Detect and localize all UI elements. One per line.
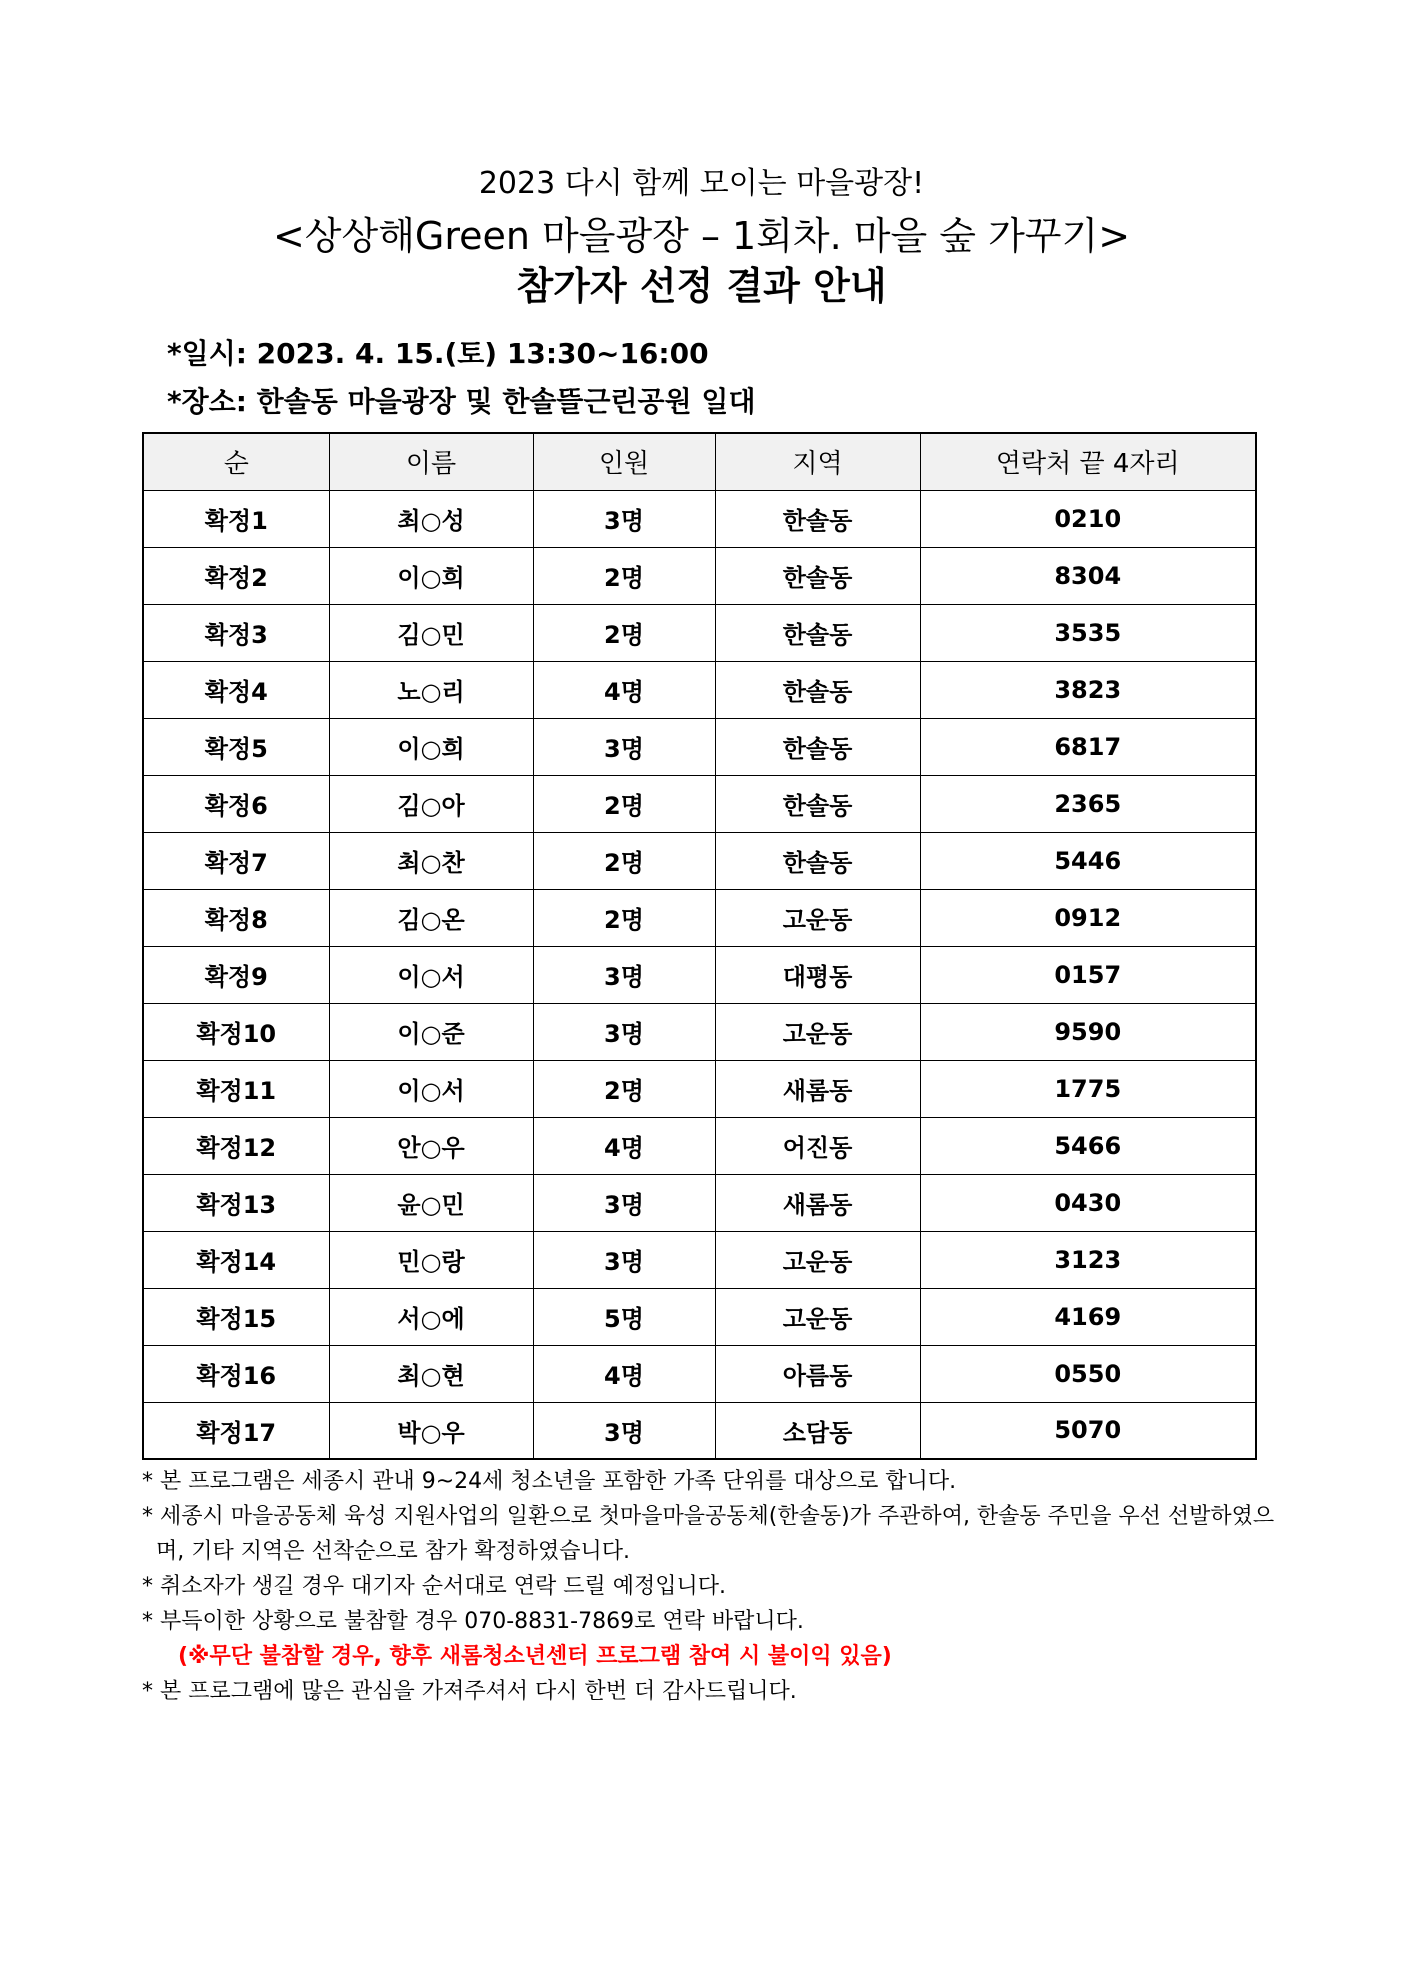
notes-section	[142, 1464, 1277, 1709]
cell-region: 한솔동	[715, 832, 920, 889]
table-header-row	[143, 433, 1256, 490]
table-row	[143, 1231, 1256, 1288]
cell-region: 새롬동	[715, 1174, 920, 1231]
cell-order: 확정16	[143, 1345, 329, 1402]
cell-region: 아름동	[715, 1345, 920, 1402]
cell-contact: 4169	[920, 1288, 1256, 1345]
event-series-title: 2023 다시 함께 모이는 마을광장!	[478, 166, 925, 201]
page-title: 참가자 선정 결과 안내	[516, 264, 887, 308]
table-row	[143, 1003, 1256, 1060]
cell-count: 3명	[533, 1231, 715, 1288]
cell-name: 최○찬	[329, 832, 533, 889]
note-absence-contact: * 부득이한 상황으로 불참할 경우 070-8831-7869로 연락 바랍니다.	[142, 1609, 804, 1634]
cell-region: 고운동	[715, 1231, 920, 1288]
note-selection-criteria: * 세종시 마을공동체 육성 지원사업의 일환으로 첫마을마을공동체(한솔동)가 주관하여, 한솔동 주민을 우선 선발하였으며, 기타 지역은 선착순으로 참가 확정하였습니다.	[142, 1504, 1275, 1564]
cell-count: 2명	[533, 889, 715, 946]
header-region: 지역	[715, 433, 920, 490]
cell-name: 이○서	[329, 1060, 533, 1117]
cell-count: 3명	[533, 1174, 715, 1231]
cell-order: 확정9	[143, 946, 329, 1003]
cell-contact: 8304	[920, 547, 1256, 604]
cell-contact: 3123	[920, 1231, 1256, 1288]
table-row	[143, 1174, 1256, 1231]
cell-region: 대평동	[715, 946, 920, 1003]
cell-order: 확정8	[143, 889, 329, 946]
cell-order: 확정12	[143, 1117, 329, 1174]
cell-order: 확정10	[143, 1003, 329, 1060]
cell-order: 확정11	[143, 1060, 329, 1117]
table-row	[143, 718, 1256, 775]
cell-contact: 1775	[920, 1060, 1256, 1117]
cell-order: 확정7	[143, 832, 329, 889]
cell-order: 확정14	[143, 1231, 329, 1288]
cell-count: 3명	[533, 490, 715, 547]
cell-order: 확정6	[143, 775, 329, 832]
cell-count: 5명	[533, 1288, 715, 1345]
note-thanks: * 본 프로그램에 많은 관심을 가져주셔서 다시 한번 더 감사드립니다.	[142, 1679, 797, 1704]
table-row	[143, 547, 1256, 604]
table-row	[143, 775, 1256, 832]
cell-count: 2명	[533, 832, 715, 889]
cell-order: 확정4	[143, 661, 329, 718]
cell-name: 서○에	[329, 1288, 533, 1345]
cell-region: 한솔동	[715, 604, 920, 661]
cell-count: 4명	[533, 661, 715, 718]
table-row	[143, 1402, 1256, 1459]
cell-region: 어진동	[715, 1117, 920, 1174]
cell-contact: 5466	[920, 1117, 1256, 1174]
cell-contact: 5446	[920, 832, 1256, 889]
cell-order: 확정13	[143, 1174, 329, 1231]
note-waitlist: * 취소자가 생길 경우 대기자 순서대로 연락 드릴 예정입니다.	[142, 1574, 726, 1599]
table-row	[143, 1345, 1256, 1402]
cell-count: 2명	[533, 604, 715, 661]
cell-contact: 0157	[920, 946, 1256, 1003]
cell-contact: 0912	[920, 889, 1256, 946]
cell-count: 3명	[533, 946, 715, 1003]
cell-order: 확정17	[143, 1402, 329, 1459]
cell-count: 2명	[533, 1060, 715, 1117]
cell-count: 2명	[533, 547, 715, 604]
cell-name: 이○희	[329, 718, 533, 775]
cell-contact: 2365	[920, 775, 1256, 832]
cell-name: 안○우	[329, 1117, 533, 1174]
cell-contact: 3535	[920, 604, 1256, 661]
table-row	[143, 832, 1256, 889]
header-order: 순	[143, 433, 329, 490]
note-target-audience: * 본 프로그램은 세종시 관내 9~24세 청소년을 포함한 가족 단위를 대상으로 합니다.	[142, 1469, 957, 1494]
header-contact: 연락처 끝 4자리	[920, 433, 1256, 490]
participants-table	[142, 432, 1257, 1460]
cell-contact: 9590	[920, 1003, 1256, 1060]
cell-region: 한솔동	[715, 490, 920, 547]
cell-count: 4명	[533, 1117, 715, 1174]
cell-count: 3명	[533, 1003, 715, 1060]
event-date: *일시: 2023. 4. 15.(토) 13:30~16:00	[167, 337, 709, 370]
table-row	[143, 604, 1256, 661]
cell-name: 이○서	[329, 946, 533, 1003]
cell-count: 3명	[533, 1402, 715, 1459]
cell-name: 김○온	[329, 889, 533, 946]
note-penalty-warning: (※무단 불참할 경우, 향후 새롬청소년센터 프로그램 참여 시 불이익 있음)	[178, 1644, 892, 1669]
table-row	[143, 1060, 1256, 1117]
table-row	[143, 946, 1256, 1003]
cell-region: 한솔동	[715, 547, 920, 604]
cell-name: 김○민	[329, 604, 533, 661]
cell-region: 소담동	[715, 1402, 920, 1459]
cell-name: 박○우	[329, 1402, 533, 1459]
cell-order: 확정3	[143, 604, 329, 661]
cell-name: 윤○민	[329, 1174, 533, 1231]
cell-name: 최○성	[329, 490, 533, 547]
cell-name: 이○준	[329, 1003, 533, 1060]
cell-count: 4명	[533, 1345, 715, 1402]
cell-region: 고운동	[715, 1288, 920, 1345]
cell-name: 노○리	[329, 661, 533, 718]
program-title: <상상해Green 마을광장 – 1회차. 마을 숲 가꾸기>	[272, 214, 1131, 258]
header-name: 이름	[329, 433, 533, 490]
cell-order: 확정15	[143, 1288, 329, 1345]
event-place: *장소: 한솔동 마을광장 및 한솔뜰근린공원 일대	[167, 385, 756, 418]
cell-region: 한솔동	[715, 661, 920, 718]
table-row	[143, 490, 1256, 547]
cell-name: 최○현	[329, 1345, 533, 1402]
cell-order: 확정2	[143, 547, 329, 604]
cell-region: 새롬동	[715, 1060, 920, 1117]
cell-name: 김○아	[329, 775, 533, 832]
cell-order: 확정5	[143, 718, 329, 775]
cell-region: 한솔동	[715, 718, 920, 775]
cell-region: 한솔동	[715, 775, 920, 832]
cell-contact: 0210	[920, 490, 1256, 547]
cell-contact: 5070	[920, 1402, 1256, 1459]
table-row	[143, 661, 1256, 718]
cell-count: 2명	[533, 775, 715, 832]
cell-name: 이○희	[329, 547, 533, 604]
table-row	[143, 1117, 1256, 1174]
cell-region: 고운동	[715, 889, 920, 946]
cell-contact: 0550	[920, 1345, 1256, 1402]
cell-order: 확정1	[143, 490, 329, 547]
cell-region: 고운동	[715, 1003, 920, 1060]
cell-contact: 0430	[920, 1174, 1256, 1231]
cell-contact: 6817	[920, 718, 1256, 775]
cell-contact: 3823	[920, 661, 1256, 718]
header-count: 인원	[533, 433, 715, 490]
cell-name: 민○랑	[329, 1231, 533, 1288]
table-row	[143, 1288, 1256, 1345]
table-row	[143, 889, 1256, 946]
cell-count: 3명	[533, 718, 715, 775]
